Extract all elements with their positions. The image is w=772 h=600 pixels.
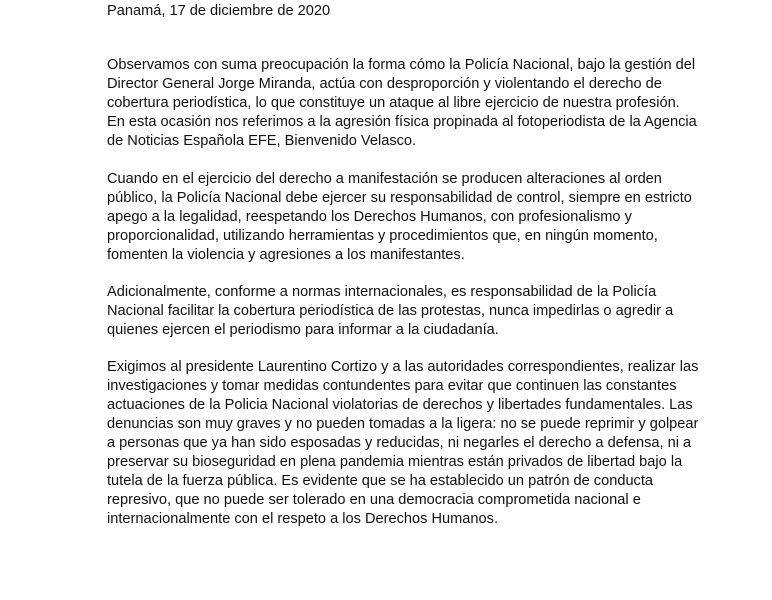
text-line: Exigimos al presidente Laurentino Cortizo y a las autoridades correspondientes, realizar las <box>107 359 699 375</box>
date-line: Panamá, 17 de diciembre de 2020 <box>107 3 331 19</box>
text-line: cobertura periodística, lo que constituye un ataque al libre ejercicio de nuestra profesión. <box>107 95 680 111</box>
text-line: a personas que ya han sido esposadas y reducidas, ni negarles el derecho a defensa, ni a <box>107 435 692 451</box>
text-line: fomenten la violencia y agresiones a los manifestantes. <box>107 247 465 263</box>
text-line: Nacional facilitar la cobertura periodística de las protestas, nunca impedirlas o agredir a <box>107 303 674 319</box>
text-line: represivo, que no puede ser tolerado en una democracia comprometida nacional e <box>107 492 641 508</box>
text-line: internacionalmente con el respeto a los Derechos Humanos. <box>107 511 499 527</box>
text-line: denuncias son muy graves y no pueden tomadas a la ligera: no se puede reprimir y golpear <box>107 416 699 432</box>
text-line: de Noticias Española EFE, Bienvenido Velasco. <box>107 133 417 149</box>
text-line: investigaciones y tomar medidas contundentes para evitar que continuen las constantes <box>107 378 677 394</box>
text-line: Observamos con suma preocupación la forma cómo la Policía Nacional, bajo la gestión del <box>107 57 696 73</box>
text-line: tutela de la fuerza pública. Es evidente que se ha establecido un patrón de conducta <box>107 473 654 489</box>
paragraph <box>107 358 699 529</box>
text-line: quienes ejercen el periodismo para informar a la ciudadanía. <box>107 322 499 338</box>
text-line: preservar su bioseguridad en plena pandemia mientras están privados de libertad bajo la <box>107 454 683 470</box>
text-line: público, la Policía Nacional debe ejercer su responsabilidad de control, siempre en estricto <box>107 190 692 206</box>
paragraph <box>107 283 674 340</box>
text-line: proporcionalidad, utilizando herramientas y procedimientos que, en ningún momento, <box>107 228 658 244</box>
text-line: actuaciones de la Policia Nacional violatorias de derechos y libertades fundamentales. Las <box>107 397 693 413</box>
text-line: apego a la legalidad, reespetando los Derechos Humanos, con profesionalismo y <box>107 209 632 225</box>
text-line: Cuando en el ejercicio del derecho a manifestación se producen alteraciones al orden <box>107 171 662 187</box>
text-line: Adicionalmente, conforme a normas internacionales, es responsabilidad de la Policía <box>107 284 657 300</box>
paragraph <box>107 56 697 151</box>
text-line: En esta ocasión nos referimos a la agresión física propinada al fotoperiodista de la Agencia <box>107 114 697 130</box>
text-line: Director General Jorge Miranda, actúa con desproporción y violentando el derecho de <box>107 76 662 92</box>
paragraph <box>107 170 692 265</box>
